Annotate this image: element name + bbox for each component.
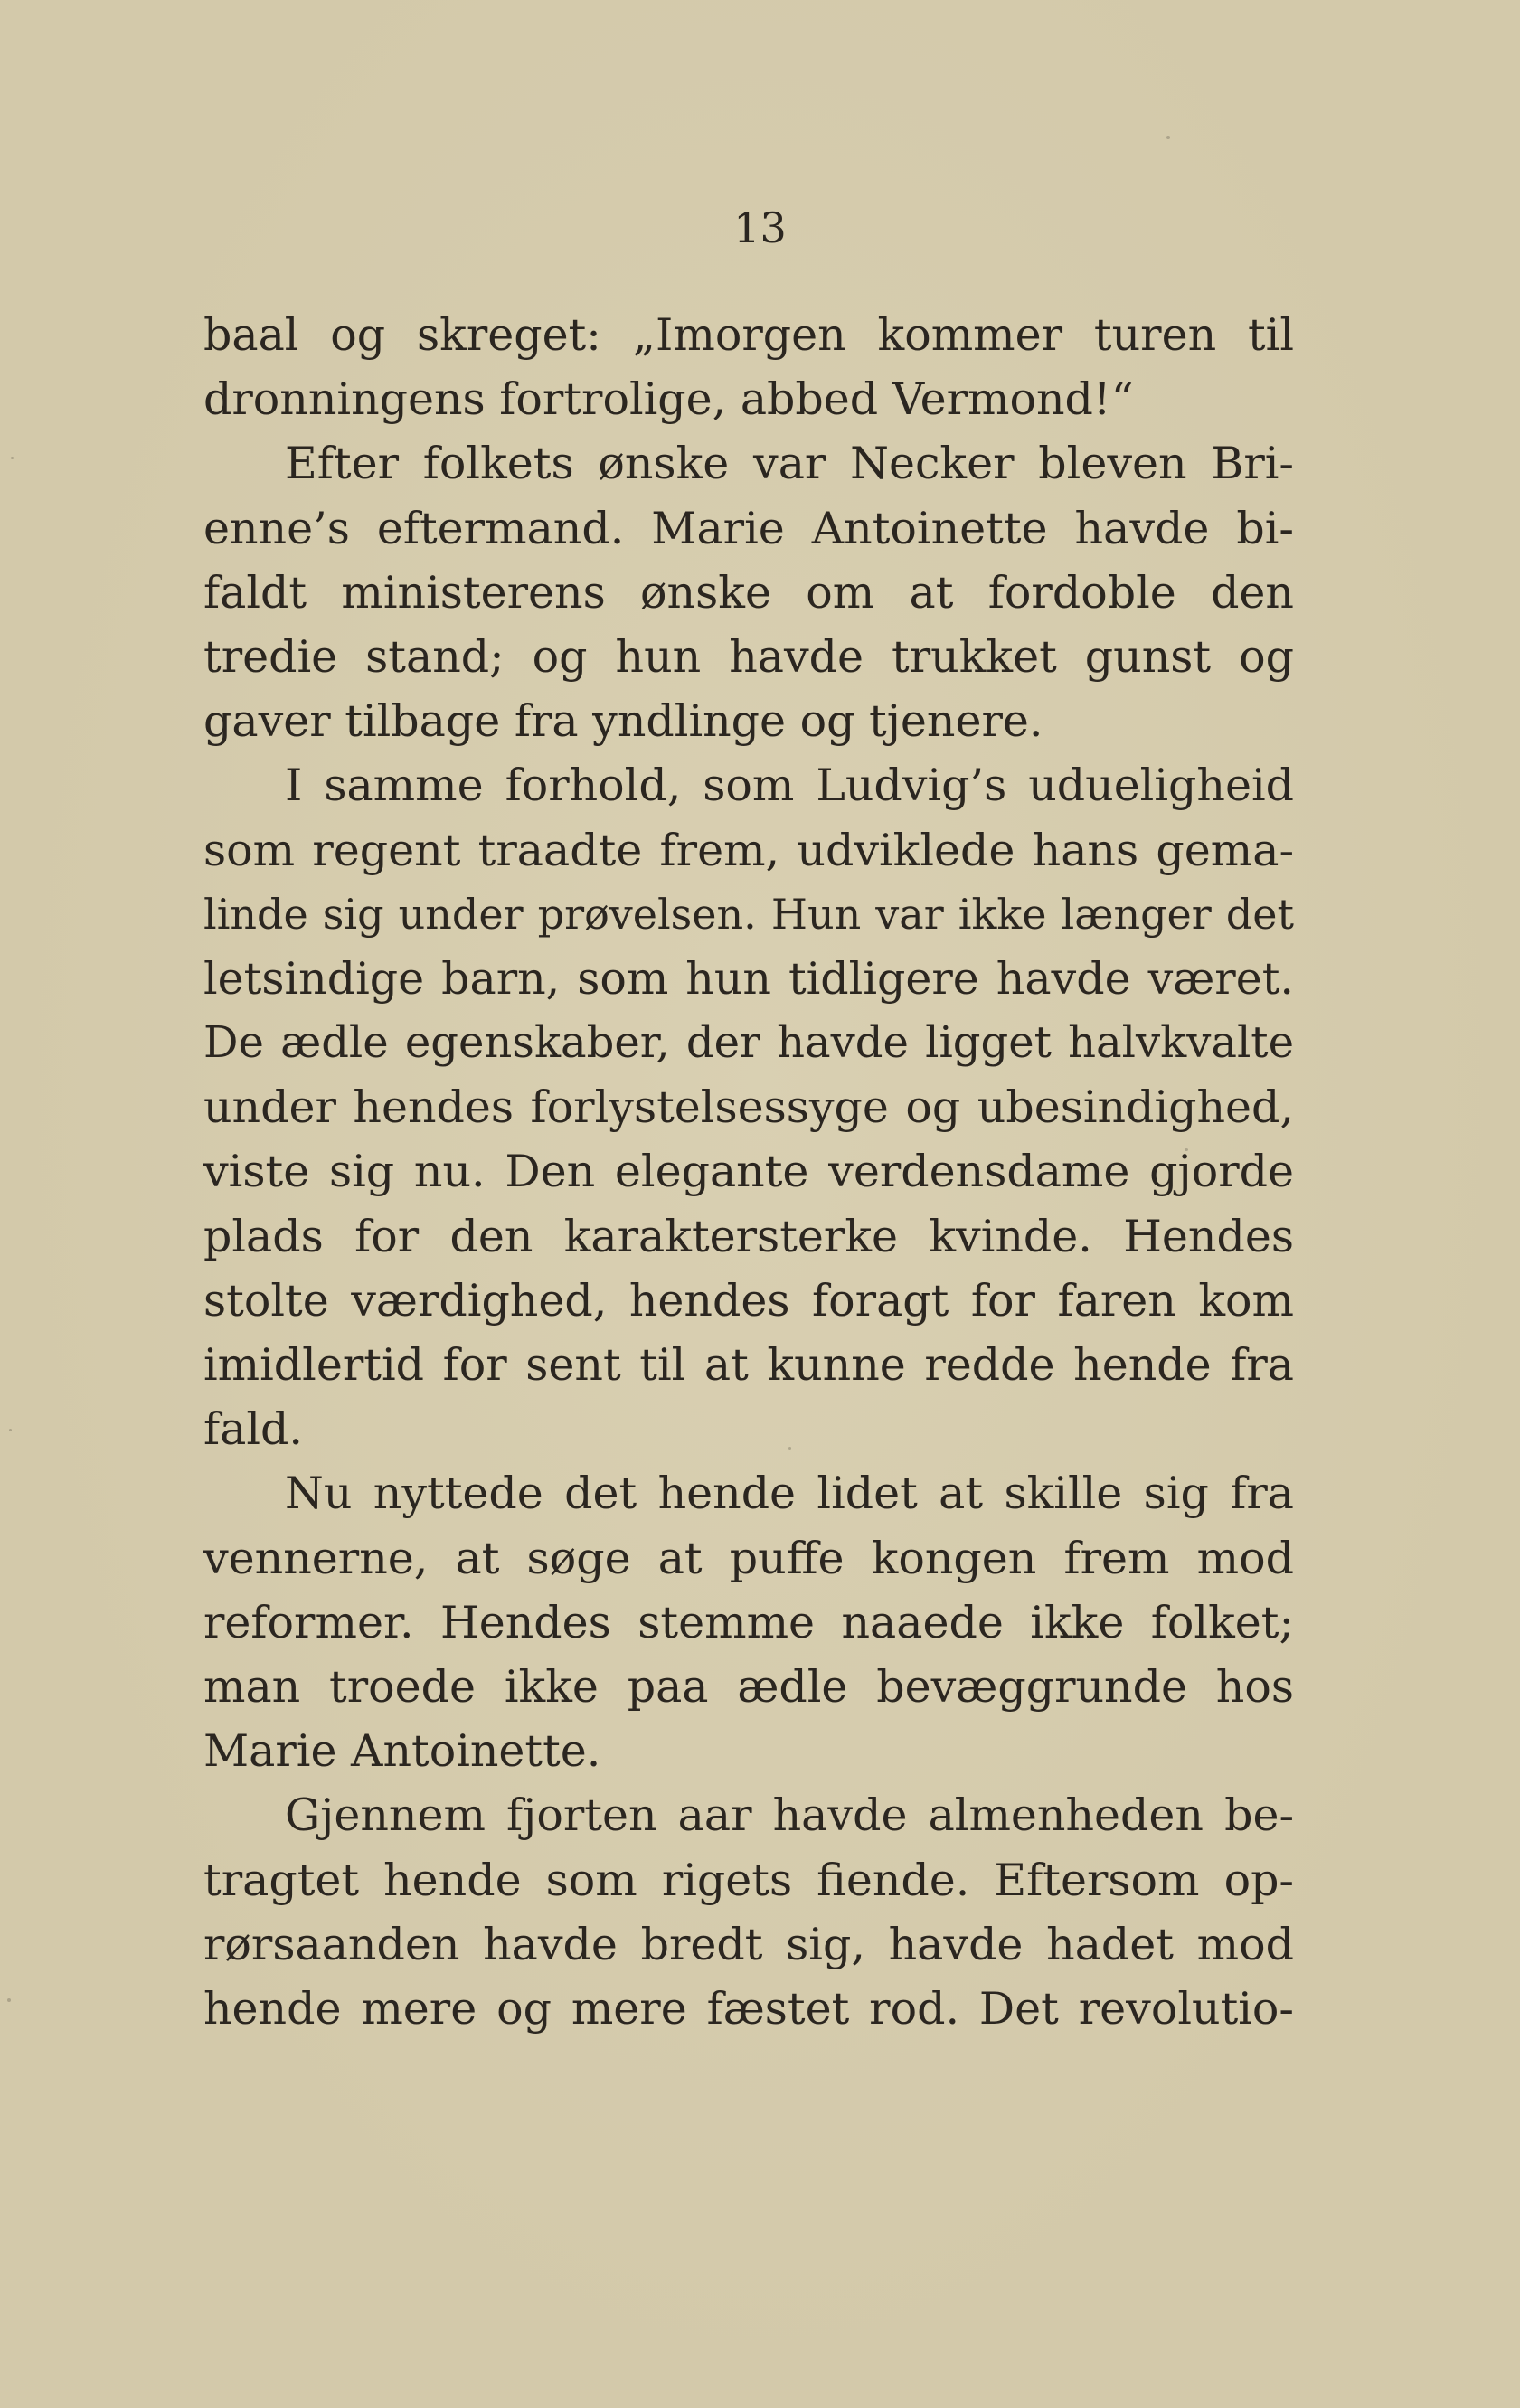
text-line: linde sig under prøvelsen. Hun var ikke længer det — [203, 889, 1294, 939]
text-line: fald. — [203, 1403, 303, 1456]
text-line: som regent traadte frem, udviklede hans gema- — [203, 824, 1294, 876]
paper-speck — [11, 457, 14, 459]
text-line: baal og skreget: „Imorgen kommer turen til — [203, 309, 1294, 361]
text-line: faldt ministerens ønske om at fordoble den — [203, 566, 1294, 619]
text-line: man troede ikke paa ædle bevæggrunde hos — [203, 1660, 1294, 1713]
text-line: letsindige barn, som hun tidligere havde været. — [203, 952, 1294, 1005]
paper-speck — [9, 1429, 12, 1431]
text-line: Nu nyttede det hende lidet at skille sig fra — [285, 1468, 1294, 1520]
paper-speck — [7, 1998, 11, 2002]
text-line: plads for den karaktersterke kvinde. Hendes — [203, 1210, 1294, 1262]
text-line: hende mere og mere fæstet rod. Det revolutio- — [203, 1982, 1294, 2035]
text-line: De ædle egenskaber, der havde ligget halvkvalte — [203, 1017, 1294, 1069]
text-line: I samme forhold, som Ludvig’s udueligheid — [285, 760, 1294, 812]
text-line: rørsaanden havde bredt sig, havde hadet mod — [203, 1918, 1294, 1970]
text-line: Gjennem fjorten aar havde almenheden be- — [285, 1789, 1294, 1842]
paper-speck — [1185, 1148, 1188, 1151]
text-line: vennerne, at søge at puffe kongen frem mod — [203, 1532, 1294, 1584]
text-line: tredie stand; og hun havde trukket gunst og — [203, 630, 1294, 683]
text-line: gaver tilbage fra yndlinge og tjenere. — [203, 695, 1043, 748]
paper-speck — [1166, 136, 1170, 139]
text-line: tragtet hende som rigets fiende. Eftersom op- — [203, 1854, 1294, 1906]
paper-speck — [788, 1447, 791, 1450]
text-line: viste sig nu. Den elegante verdensdame gjorde — [203, 1146, 1294, 1198]
text-line: stolte værdighed, hendes foragt for faren kom — [203, 1274, 1294, 1327]
text-line: imidlertid for sent til at kunne redde hende fra — [203, 1339, 1294, 1391]
body-text — [203, 303, 1294, 2041]
text-line: Marie Antoinette. — [203, 1725, 601, 1778]
text-line: dronningens fortrolige, abbed Vermond!“ — [203, 373, 1134, 426]
page-number: 13 — [733, 203, 787, 252]
text-line: reformer. Hendes stemme naaede ikke folket; — [203, 1596, 1294, 1648]
text-line: Efter folkets ønske var Necker bleven Bri- — [285, 438, 1294, 490]
text-line: enne’s eftermand. Marie Antoinette havde bi- — [203, 502, 1294, 554]
text-line: under hendes forlystelsessyge og ubesindighed, — [203, 1081, 1294, 1134]
